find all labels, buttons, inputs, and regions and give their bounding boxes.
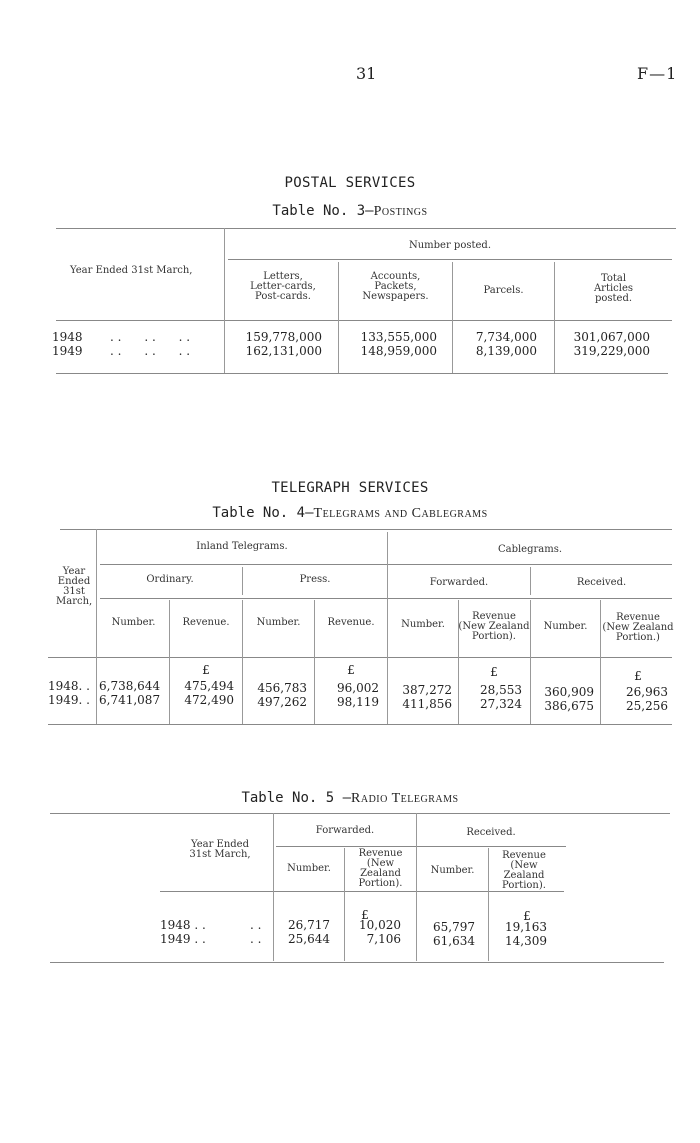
radio-forwarded-header: Forwarded. — [315, 825, 375, 836]
radio-row-rec-num: 61,634 — [433, 934, 475, 948]
postal-table-title — [0, 203, 700, 220]
telegraph-table-title-sc: Telegrams and Cablegrams — [313, 506, 488, 521]
telegraph-row-ord-num: 6,738,644 — [99, 679, 161, 693]
telegraph-cablegrams-header: Cablegrams. — [497, 544, 563, 555]
postal-row-parcels: 7,734,000 — [475, 330, 537, 344]
radio-row-fwd-rev: 7,106 — [366, 932, 401, 946]
postal-row-total: 319,229,000 — [573, 344, 650, 358]
telegraph-row-rec-num: 386,675 — [544, 699, 594, 713]
telegraph-row-rec-rev: 25,256 — [626, 699, 668, 713]
telegraph-row-ord-rev: 475,494 — [184, 679, 234, 693]
telegraph-row-press-rev: 98,119 — [337, 695, 379, 709]
radio-row-rec-rev: 19,163 — [505, 920, 547, 934]
telegraph-row-fwd-num: 411,856 — [402, 697, 452, 711]
pound-sign: £ — [490, 665, 498, 679]
telegraph-row-fwd-rev: 27,324 — [480, 697, 522, 711]
pound-sign: £ — [202, 663, 210, 677]
postal-year-header: Year Ended 31st March, — [70, 265, 193, 276]
postal-section-title: POSTAL SERVICES — [284, 175, 416, 191]
telegraph-row-rec-rev: 26,963 — [626, 685, 668, 699]
postal-table-title-prefix: Table No. 3— — [272, 203, 374, 219]
telegraph-press-revenue-header: Revenue. — [327, 617, 375, 628]
telegraph-rec-number-header: Number. — [543, 621, 588, 632]
radio-year-header: Year Ended 31st March, — [189, 839, 251, 860]
postal-row-letters: 159,778,000 — [245, 330, 322, 344]
radio-row-fwd-num: 26,717 — [288, 918, 330, 932]
telegraph-table-title-prefix: Table No. 4— — [212, 505, 314, 521]
telegraph-table-title — [0, 505, 700, 522]
radio-received-header: Received. — [466, 827, 516, 838]
postal-row-year: 1948 — [52, 330, 83, 344]
telegraph-row-fwd-rev: 28,553 — [480, 683, 522, 697]
postal-col-parcels: Parcels. — [483, 285, 524, 296]
radio-row-rec-num: 65,797 — [433, 920, 475, 934]
telegraph-fwd-number-header: Number. — [401, 619, 445, 630]
telegraph-inland-header: Inland Telegrams. — [196, 541, 288, 552]
telegraph-fwd-revenue-header: Revenue (New Zealand Portion). — [458, 611, 530, 642]
radio-table-title — [0, 790, 700, 807]
telegraph-row-press-num: 497,262 — [257, 695, 307, 709]
telegraph-row-ord-num: 6,741,087 — [99, 693, 161, 707]
telegraph-received-header: Received. — [576, 577, 627, 588]
telegraph-row-year: 1948. . — [48, 679, 90, 693]
telegraph-press-header: Press. — [299, 574, 331, 585]
postal-group-header: Number posted. — [408, 240, 492, 251]
telegraph-row-press-rev: 96,002 — [337, 681, 379, 695]
telegraph-row-year: 1949. . — [48, 693, 90, 707]
telegraph-ord-revenue-header: Revenue. — [182, 617, 230, 628]
page-number: 31 — [356, 64, 377, 83]
radio-rec-number-header: Number. — [430, 865, 475, 876]
telegraph-row-rec-num: 360,909 — [544, 685, 594, 699]
telegraph-row-ord-rev: 472,490 — [184, 693, 234, 707]
radio-row-year: 1949 . . — [160, 932, 206, 946]
radio-row-rec-rev: 14,309 — [505, 934, 547, 948]
radio-table-title-prefix: Table No. 5 — — [241, 790, 352, 806]
telegraph-ordinary-header: Ordinary. — [146, 574, 194, 585]
radio-row-fwd-rev: 10,020 — [359, 918, 401, 932]
telegraph-year-header: Year Ended 31st March, — [56, 566, 93, 607]
postal-col-total: Total Articles posted. — [593, 273, 634, 304]
telegraph-forwarded-header: Forwarded. — [429, 577, 489, 588]
postal-col-letters: Letters, Letter-cards, Post-cards. — [250, 271, 316, 302]
telegraph-press-number-header: Number. — [256, 617, 301, 628]
pound-sign: £ — [361, 908, 369, 922]
telegraph-ord-number-header: Number. — [111, 617, 156, 628]
postal-row-accounts: 133,555,000 — [360, 330, 437, 344]
radio-table-title-sc: Radio Telegrams — [351, 791, 459, 806]
radio-row-year: 1948 . . — [160, 918, 206, 932]
radio-row-dots: . . — [250, 918, 262, 932]
pound-sign: £ — [523, 909, 531, 923]
postal-row-accounts: 148,959,000 — [360, 344, 437, 358]
radio-fwd-revenue-header: Revenue (New Zealand Portion). — [358, 848, 403, 889]
radio-rec-revenue-header: Revenue (New Zealand Portion). — [502, 850, 546, 891]
postal-row-dots: . . . . . . — [110, 344, 191, 358]
radio-row-dots: . . — [250, 932, 262, 946]
postal-row-year: 1949 — [52, 344, 83, 358]
postal-table-title-sc: Postings — [373, 204, 428, 219]
postal-col-accounts: Accounts, Packets, Newspapers. — [362, 271, 429, 302]
postal-row-dots: . . . . . . — [110, 330, 191, 344]
telegraph-row-press-num: 456,783 — [257, 681, 307, 695]
telegraph-section-title: TELEGRAPH SERVICES — [271, 480, 429, 496]
pound-sign: £ — [634, 669, 642, 683]
page-reference: F—1 — [637, 64, 678, 83]
postal-row-letters: 162,131,000 — [245, 344, 322, 358]
postal-row-parcels: 8,139,000 — [475, 344, 537, 358]
telegraph-row-fwd-num: 387,272 — [402, 683, 452, 697]
postal-row-total: 301,067,000 — [573, 330, 650, 344]
radio-fwd-number-header: Number. — [287, 863, 331, 874]
radio-row-fwd-num: 25,644 — [288, 932, 330, 946]
pound-sign: £ — [347, 663, 355, 677]
telegraph-rec-revenue-header: Revenue (New Zealand Portion.) — [602, 612, 674, 643]
